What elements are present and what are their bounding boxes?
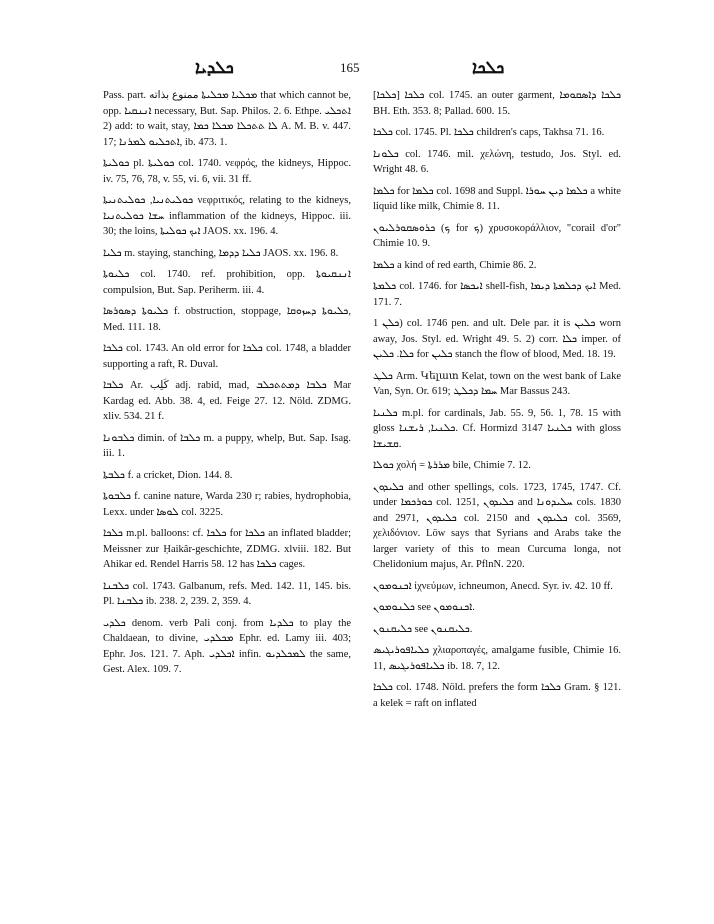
entry bbox=[373, 88, 621, 119]
page-number: 165 bbox=[340, 60, 360, 75]
entry-text: ܟܠܝܕܘܢ and other spellings, cols. 1723, 1745, 1747. Cf. under ܟܘܪܟܡܐ col. 1251, ܟܠܝܕܘܢ and ܚܠܝܕܘܢܐ cols. 1830 and 2971, ܟܠܝܕܘܢ col. 2150 and ܟܠܝܕܘܢ col. 3569, χελιδόνιον. Löw says that Syrians and Arabs take the larger variety of this to mean Curcuma longa, not Chelidonium majus, Ar. PflnN. 220. bbox=[373, 481, 622, 570]
entry bbox=[373, 258, 621, 274]
entry-text: ܟܘܠܝܬܐ pl. ܟܘܠܝܬܐ col. 1740. νεφρός, the kidneys, Hippoc. iv. 75, 76, 78, v. 55, vi. 6, vii. 31 ff. bbox=[103, 158, 351, 185]
entry-text: ܟܠܟܐ [ܟܠܟܐ] col. 1745. an outer garment, ܟܠܟܐ ܕܐܣܩܘܡܐ BH. Eth. 353. 8; Pallad. 600. 15. bbox=[373, 90, 621, 117]
entry-text: ܟܠܝܐ m. staying, stanching, ܟܠܝܐ ܕܕܡܐ JAOS. xx. 196. 8. bbox=[103, 247, 339, 259]
entry bbox=[103, 156, 351, 187]
entry bbox=[103, 341, 351, 372]
entry bbox=[103, 489, 351, 520]
entry-text: ܟܘܠܐ χολή = ܡܪܪܬܐ bile, Chimie 7. 12. bbox=[373, 460, 531, 471]
entry bbox=[373, 622, 621, 638]
header-left-word: ܟܠܕܝܐ bbox=[195, 58, 234, 77]
entry-text: ܟܠܒܘܬܐ f. canine nature, Warda 230 r; rabies, hydrophobia, Lexx. under ܠܘܣܐ col. 3225. bbox=[103, 491, 351, 518]
entry-text: ܟܠܟܐ col. 1743. An old error for ܟܠܟܐ col. 1748, a bladder supporting a raft, R. Duval. bbox=[103, 343, 351, 370]
entry bbox=[373, 221, 621, 252]
entry bbox=[373, 600, 621, 616]
left-column bbox=[103, 88, 351, 684]
entry-text: ܟܠܛ Arm. Կելատ Kelat, town on the west bank of Lake Van, Syn. Or. 619; ܚܡܐ ܕܟܠܛ Mar Bassus 243. bbox=[373, 370, 621, 397]
entry bbox=[373, 458, 621, 474]
entry bbox=[373, 643, 621, 674]
entry-text: ܟܘܠܝܬܢܝܐ, ܟܘܠܝܬܢܝܬܐ νεφριτικός, relating to the kidneys, ܚܫܐ ܟܘܠܝܬܢܝܐ inflammation of the kidneys, Hippoc. iii. 30; the loins, ܐܝܟ ܟܘܠܝܬܐ JAOS. xx. 196. 4. bbox=[103, 195, 351, 237]
entry-text: ܟܪܘܣܩܘܪܠܝܘܢ (ܟ for ܟ) χρυσοκοράλλιον, "corail d'or" Chimie 10. 9. bbox=[373, 222, 622, 249]
entry bbox=[373, 406, 621, 453]
entry-text: ܟܠܘܢܐ col. 1746. mil. χελώνη, testudo, Jos. Styl. ed. Wright 48. 6. bbox=[373, 148, 621, 175]
right-column bbox=[373, 88, 621, 717]
entry bbox=[373, 184, 621, 215]
entry-text: ܟܠܕܝ denom. verb Pali conj. from ܟܠܕܝܐ to play the Chaldaean, to divine, ܡܟܠܕܝ Ephr. ed. Lamy iii. 403; Ephr. Jos. 121. 7. Aph. ܐܟܠܕܝ infin. ܠܡܟܠܕܝܘ the same, Gest. Alex. 109. 7. bbox=[103, 617, 351, 675]
entry-text: ܟܠܟܐ col. 1748. Nöld. prefers the form ܟܠܟܐ Gram. § 121. a kelek = raft on inflated bbox=[373, 682, 621, 709]
entry bbox=[103, 579, 351, 610]
entry-text: ܟܠܡܐ a kind of red earth, Chimie 86. 2. bbox=[373, 259, 537, 271]
entry bbox=[103, 378, 351, 425]
entry-text: ܟܠܝܘܬܐ ܕܣܘܪܣܐ f. obstruction, stoppage, ܟܠܝܘܬܐ ܕܚܙܘܩܐ, Med. 111. 18. bbox=[103, 306, 351, 333]
entry-text: ܟܠܟܐ col. 1745. Pl. ܟܠܟܐ children's caps, Takhsa 71. 16. bbox=[373, 127, 605, 138]
entry bbox=[103, 431, 351, 462]
entry bbox=[373, 579, 621, 595]
entry-text: ܟܠܢ 1) col. 1746 pen. and ult. Dele par. it is ܟܠܝܢ worn away, Jos. Styl. ed. Wright 49. 5. 2) corr. ܟܠܐ imper. of ܟܠܐ. ܟܠܝܢ for ܟܠܝܢ stanch the flow of blood, Med. 18. 19. bbox=[373, 318, 621, 360]
entry-text: ܟܠܒܘܢܐ dimin. of ܟܠܒܐ m. a puppy, whelp, But. Sap. Isag. iii. 1. bbox=[103, 432, 351, 459]
entry-text: ܟܠܟܐ m.pl. balloons: cf. ܟܠܟܐ for ܟܠܟܐ an inflated bladder; Meissner zur Ḥaikâr-geschichte, ZDMG. xlviii. 182. But Ahikar ed. Rendel Harris 58. 12 has ܟܠܟܐ cages. bbox=[103, 528, 352, 570]
entry-text: ܟܠܝܩܢܘܢ see ܟܠܝܩܢܘܢ. bbox=[373, 623, 473, 635]
entry-text: ܟܠܒܐ Ar. كَلِب adj. rabid, mad, ܟܠܒܐ ܕܡܬܬܟܠܒ Mar Kardag ed. Abb. 38. 4, ed. Feige 27. 12. Nöld. ZDMG. xliv. 534. 21 f. bbox=[103, 380, 351, 422]
entry bbox=[373, 125, 621, 141]
entry bbox=[103, 193, 351, 240]
entry-text: ܟܠܝܐܦܘܪܝܓܝܣ χλιαροπαγές, amalgame fusible, Chimie 16. 11, ܟܠܝܐܦܘܪܝܓܝܣ ib. 18. 7, 12. bbox=[373, 645, 621, 672]
entry-text: ܟܠܡܐ for ܟܠܡܐ col. 1698 and Suppl. ܟܠܡܐ ܕܝܢ ܚܘܪܐ a white liquid like milk, Chimie 8. 11. bbox=[373, 185, 621, 212]
entry bbox=[103, 246, 351, 262]
entry bbox=[373, 147, 621, 178]
entry bbox=[103, 616, 351, 678]
entry-text: ܟܠܡܬܐ col. 1746. for ܐܝܟܣܐ shell-fish, ܐܝܟ ܕܟܠܡܬܐ ܕܝܡܐ Med. 171. 7. bbox=[373, 281, 622, 308]
entry-text: ܟܠܢܘܡܘܢ see ܐܟܢܘܡܘܢ. bbox=[373, 602, 475, 613]
entry bbox=[373, 316, 621, 363]
entry-text: ܟܠܝܘܬܐ col. 1740. ref. prohibition, opp. ܐܢܢܩܝܘܬܐ compulsion, But. Sap. Periherm. iii. 4. bbox=[103, 269, 351, 296]
header-right-word: ܟܠܟܐ bbox=[472, 58, 505, 77]
entry bbox=[373, 480, 621, 573]
entry bbox=[103, 304, 351, 335]
entry-text: ܟܠܢܝܐ m.pl. for cardinals, Jab. 55. 9, 56. 1, 78. 15 with gloss ܟܠܢܝܐ, ܪܝܫܢܐ. Cf. Hormizd 3147 ܟܠܢܝܐ with gloss ܩܫܝܫܐ. bbox=[373, 407, 622, 450]
entry bbox=[103, 468, 351, 484]
entry bbox=[103, 88, 351, 150]
entry bbox=[373, 279, 621, 310]
entry bbox=[103, 267, 351, 298]
entry bbox=[103, 526, 351, 573]
entry-text: ܟܠܒܬܐ f. a cricket, Dion. 144. 8. bbox=[103, 469, 233, 481]
entry bbox=[373, 680, 621, 711]
entry-text: ܐܟܢܘܡܘܢ ἰχνεύμων, ichneumon, Anecd. Syr. iv. 42. 10 ff. bbox=[373, 580, 613, 592]
entry-text: Pass. part. ܡܟܠܝܐ ܡܟܠܝܬܐ ممنوع بذاته that which cannot be, opp. ܐܢܢܩܝܐ necessary, But. Sap. Philos. 2. 6. Ethpe. ܐܬܟܠܝ 2) add: to wait, stay, ܠܐ ܬܬܟܠܐ ܡܟܠܐ ܟܡܐ A. M. B. v. 447. 17; ܐܬܟܠܝܘ ܠܡܪܢܐ, ib. 473. 1. bbox=[103, 90, 351, 148]
entry-text: ܟܠܒܢܐ col. 1743. Galbanum, refs. Med. 142. 11, 145. bis. Pl. ܟܠܒܢܐ ib. 238. 2, 239. 2, 359. 4. bbox=[103, 580, 351, 607]
entry bbox=[373, 369, 621, 400]
